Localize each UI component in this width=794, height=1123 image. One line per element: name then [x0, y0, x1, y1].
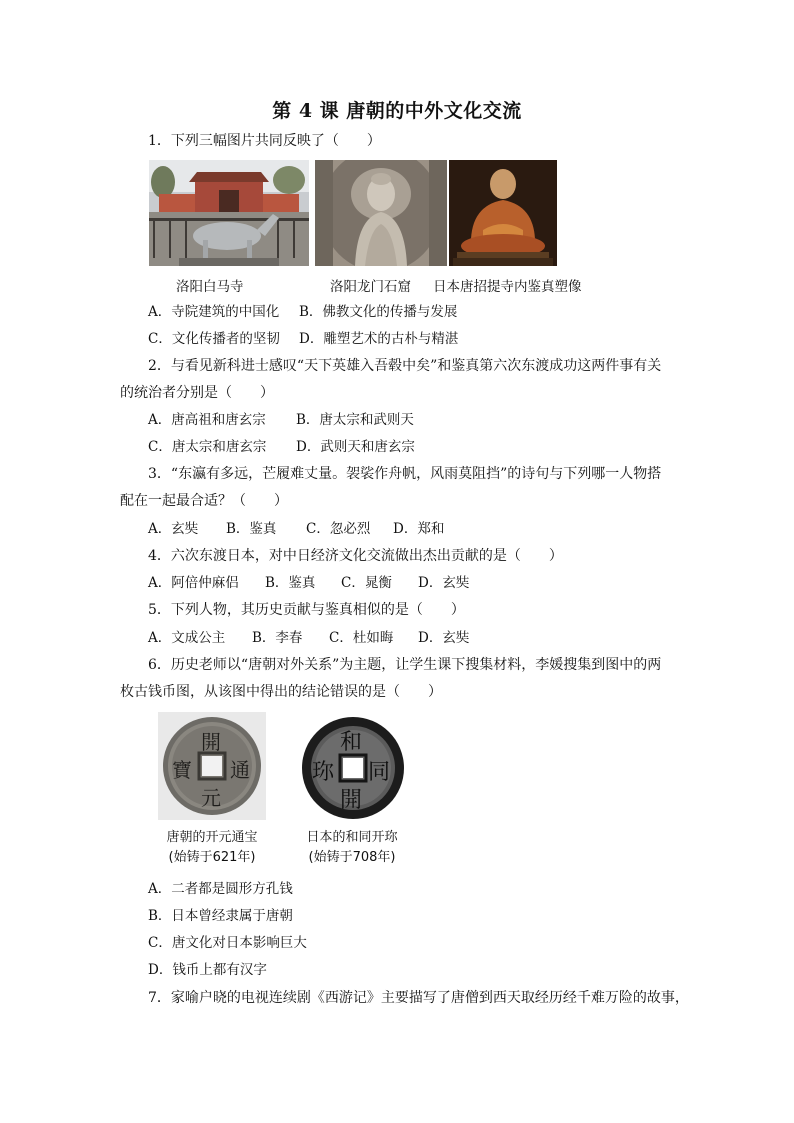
q3-options-row [148, 519, 548, 539]
q3-stem-line1: 3．“东瀛有多远，芒履难丈量。袈裟作舟帆，风雨莫阻挡”的诗句与下列哪一人物搭 [148, 466, 662, 482]
q1-stem: 1．下列三幅图片共同反映了（ ） [148, 133, 381, 149]
kaiyuan-char-left: 寶 [172, 758, 192, 782]
q2-options-row1 [148, 410, 648, 430]
q1-caption-jianzhen: 日本唐招提寺内鉴真塑像 [433, 279, 582, 295]
kaiyuan-char-right: 通 [230, 758, 250, 782]
wado-kaichin-coin-image [300, 715, 406, 821]
wado-char-bottom: 開 [340, 788, 363, 813]
q6-stem-line2: 枚古钱币图，从该图中得出的结论错误的是（ ） [120, 684, 442, 700]
q4-options-row [148, 573, 548, 593]
q7-stem-line1: 7．家喻户晓的电视连续剧《西游记》主要描写了唐僧到西天取经历经千难万险的故事， [148, 990, 689, 1006]
q5-option-b: B．李春 [252, 630, 303, 646]
q5-option-c: C．杜如晦 [329, 630, 394, 646]
q4-option-c: C．晁衡 [341, 575, 392, 591]
q3-option-b: B．鉴真 [226, 521, 277, 537]
page-title: 第 4 课 唐朝的中外文化交流 [272, 100, 522, 122]
q1-options-row2 [148, 329, 648, 349]
q1-option-d: D．雕塑艺术的古朴与精湛 [299, 331, 459, 347]
q1-option-b: B．佛教文化的传播与发展 [299, 304, 458, 320]
q2-option-d: D．武则天和唐玄宗 [296, 439, 415, 455]
kaiyuan-caption [150, 828, 274, 868]
q4-option-a: A．阿倍仲麻侣 [148, 575, 239, 591]
q2-option-a: A．唐高祖和唐玄宗 [148, 412, 266, 428]
q3-option-d: D．郑和 [393, 521, 445, 537]
longmen-grottoes-photo [315, 160, 447, 266]
q6-option-d: D．钱币上都有汉字 [148, 962, 267, 978]
kaiyuan-caption-name: 唐朝的开元通宝 [166, 830, 258, 845]
wado-caption-name: 日本的和同开珎 [306, 830, 398, 845]
q2-option-b: B．唐太宗和武则天 [296, 412, 414, 428]
q1-options-row1 [148, 302, 648, 322]
q5-options-row [148, 628, 548, 648]
baima-temple-photo [149, 160, 309, 266]
q6-option-b: B．日本曾经隶属于唐朝 [148, 908, 293, 924]
kaiyuan-char-bottom: 元 [201, 786, 221, 810]
q3-option-c: C．忽必烈 [306, 521, 371, 537]
q6-option-a: A．二者都是圆形方孔钱 [148, 881, 293, 897]
wado-char-right: 同 [368, 760, 391, 785]
q4-stem: 4．六次东渡日本，对中日经济文化交流做出杰出贡献的是（ ） [148, 548, 563, 564]
q1-caption-baima: 洛阳白马寺 [176, 279, 244, 295]
q4-option-b: B．鉴真 [265, 575, 316, 591]
jianzhen-statue-photo [449, 160, 557, 266]
q1-caption-longmen: 洛阳龙门石窟 [330, 279, 411, 295]
q2-options-row2 [148, 437, 648, 457]
q6-option-c: C．唐文化对日本影响巨大 [148, 935, 307, 951]
q4-option-d: D．玄奘 [418, 575, 470, 591]
q5-stem: 5．下列人物，其历史贡献与鉴真相似的是（ ） [148, 602, 465, 618]
q5-option-a: A．文成公主 [148, 630, 226, 646]
wado-char-top: 和 [340, 730, 363, 755]
q6-stem-line1: 6．历史老师以“唐朝对外关系”为主题，让学生课下搜集材料，李媛搜集到图中的两 [148, 657, 662, 673]
q1-option-a: A．寺院建筑的中国化 [148, 304, 280, 320]
wado-char-left: 珎 [312, 760, 335, 785]
wado-caption-date: (始铸于708年) [308, 850, 396, 865]
q5-option-d: D．玄奘 [418, 630, 470, 646]
kaiyuan-tongbao-coin-image [158, 712, 266, 820]
q2-stem-line2: 的统治者分别是（ ） [120, 385, 274, 401]
wado-caption [290, 828, 414, 868]
q1-option-c: C．文化传播者的坚韧 [148, 331, 280, 347]
kaiyuan-caption-date: (始铸于621年) [168, 850, 256, 865]
q2-stem-line1: 2．与看见新科进士感叹“天下英雄入吾毂中矣”和鉴真第六次东渡成功这两件事有关 [148, 358, 662, 374]
kaiyuan-char-top: 開 [201, 730, 221, 754]
q3-stem-line2: 配在一起最合适？（ ） [120, 493, 288, 509]
q3-option-a: A．玄奘 [148, 521, 199, 537]
q2-option-c: C．唐太宗和唐玄宗 [148, 439, 267, 455]
